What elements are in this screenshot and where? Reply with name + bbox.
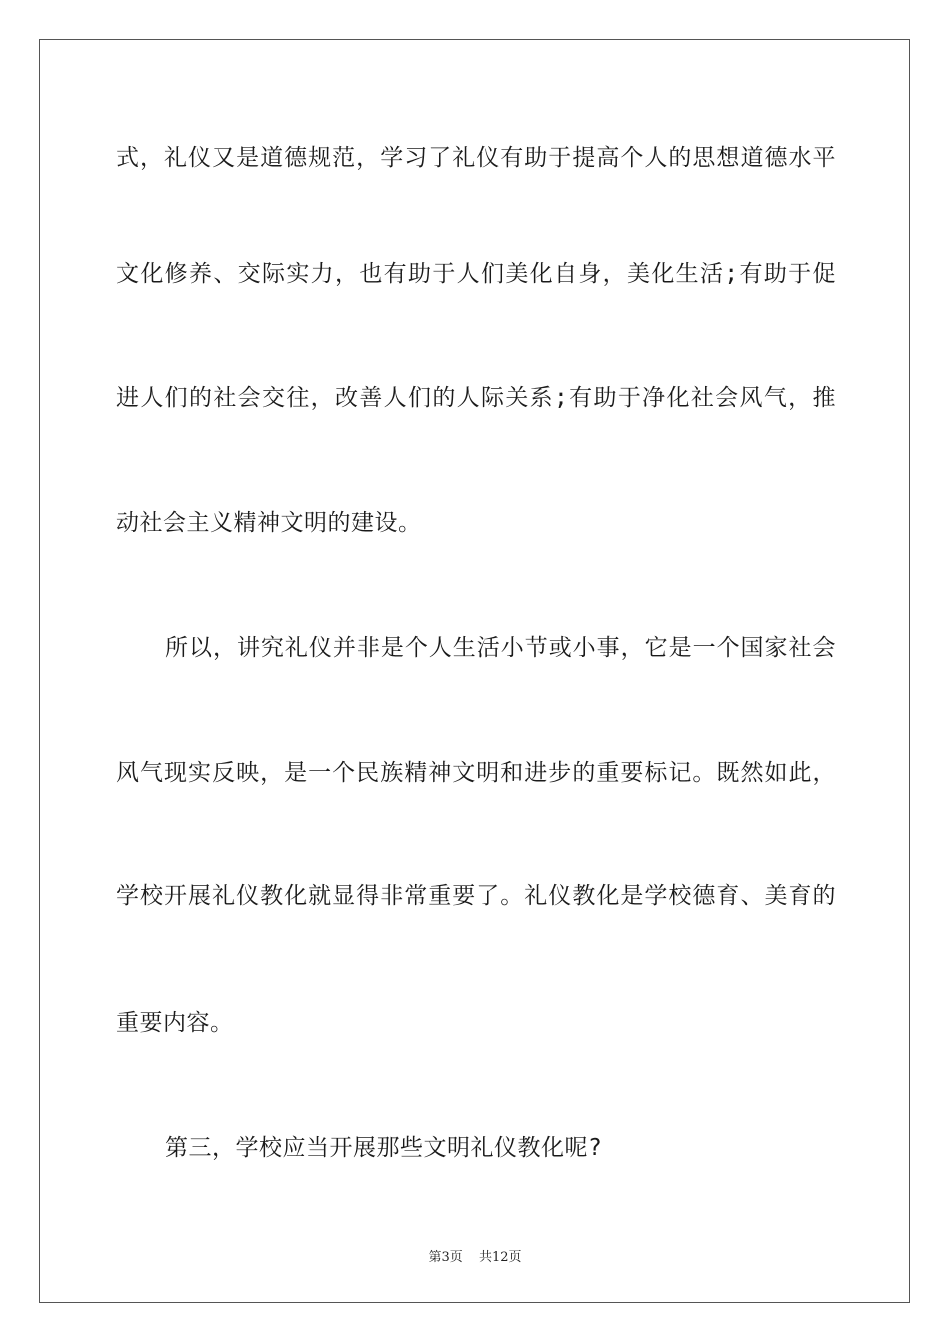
paragraph-line: 所以，讲究礼仪并非是个人生活小节或小事，它是一个国家社会 <box>165 635 836 661</box>
page-footer <box>0 1246 950 1265</box>
paragraph-line: 学校开展礼仪教化就显得非常重要了。礼仪教化是学校德育、美育的 <box>116 883 836 909</box>
paragraph-line: 文化修养、交际实力，也有助于人们美化自身，美化生活;有助于促 <box>116 261 836 287</box>
page-total: 共12页 <box>478 1250 522 1265</box>
paragraph-line: 第三，学校应当开展那些文明礼仪教化呢? <box>165 1135 603 1161</box>
paragraph-line: 动社会主义精神文明的建设。 <box>116 510 422 536</box>
paragraph-line: 重要内容。 <box>116 1010 234 1036</box>
paragraph-line: 进人们的社会交往，改善人们的人际关系;有助于净化社会风气，推 <box>116 385 836 411</box>
page-number: 第3页 <box>428 1250 463 1265</box>
page-border <box>39 39 910 1303</box>
paragraph-line: 风气现实反映，是一个民族精神文明和进步的重要标记。既然如此， <box>116 760 836 786</box>
paragraph-line: 式，礼仪又是道德规范，学习了礼仪有助于提高个人的思想道德水平 <box>116 145 836 171</box>
